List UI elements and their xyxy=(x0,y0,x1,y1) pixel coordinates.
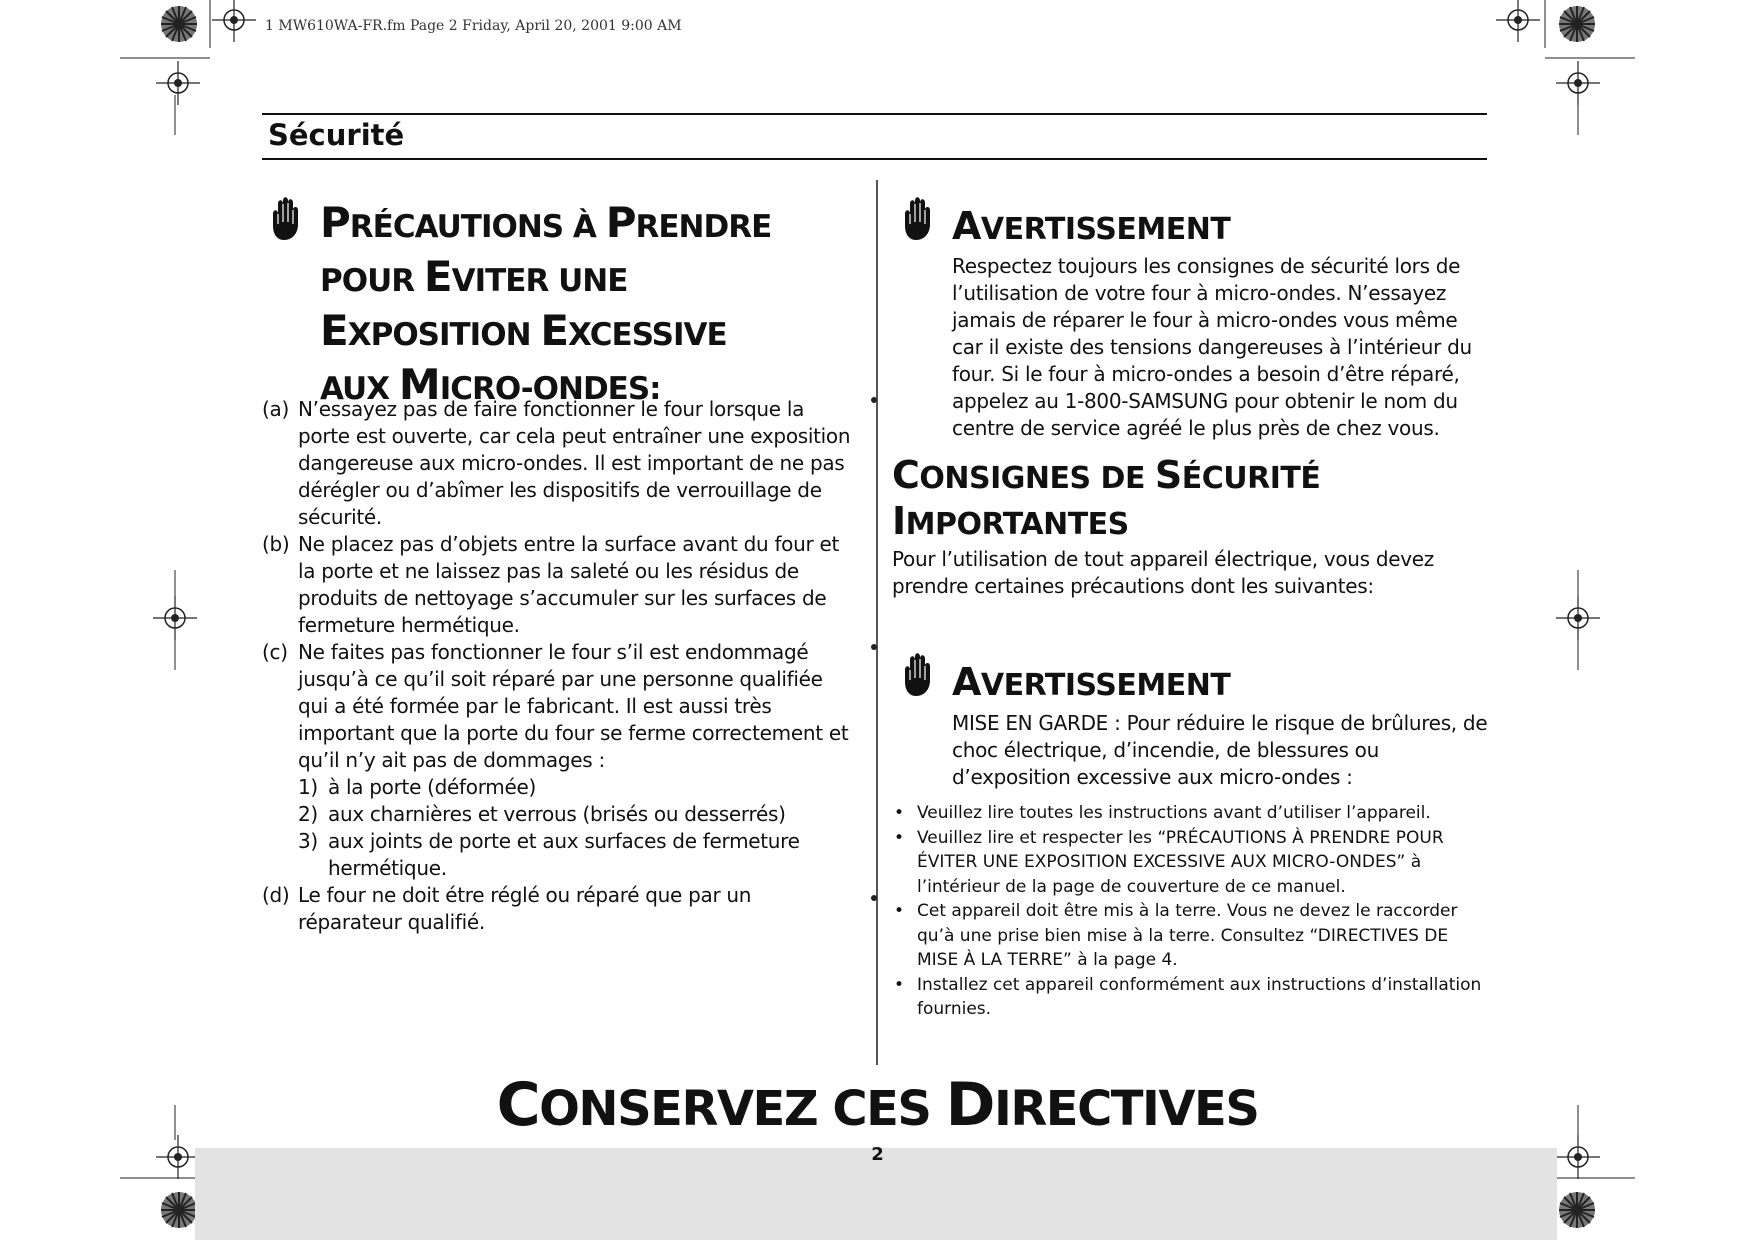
list-item: • Veuillez lire toutes les instructions avant d’utiliser l’appareil. xyxy=(894,803,1431,823)
list-item: (b) Ne placez pas d’objets entre la surface avant du four et la porte et ne laissez pas la saleté ou les résidus de produits de nettoyage s’accumuler sur les surfaces de fermeture hermétique. xyxy=(262,532,840,637)
sub-list-item: 3) aux joints de porte et aux surfaces de fermeture hermétique. xyxy=(298,829,800,880)
list-item: (c) Ne faites pas fonctionner le four s’il est endommagé jusqu’à ce qu’il soit réparé par une personne qualifiée qui a été formée par le fabricant. Il est aussi très important que la porte du four se ferme correctement et qu’il n’y ait pas de dommages : 1) à la porte (déformée) 2) aux charnières et verrous (brisés ou desserrés) 3) aux joints de porte et aux surfaces de fermeture hermétique. xyxy=(262,639,857,882)
page-number: 2 xyxy=(871,1144,884,1165)
warning-text: Respectez toujours les consignes de sécurité lors de l’utilisation de votre four à micro-ondes. N’essayez jamais de réparer le four à micro-ondes vous même car il existe des tensions dangereuses à l’intérieur du four. Si le four à micro-ondes a besoin d’être réparé, appelez au 1-800-SAMSUNG pour obtenir le nom du centre de service agréé le plus près de chez vous. xyxy=(952,254,1472,440)
section-title: Sécurité xyxy=(268,118,405,152)
safety-bullets xyxy=(892,801,1492,1022)
sub-list-item: 2) aux charnières et verrous (brisés ou desserrés) xyxy=(298,802,786,826)
warning-heading: AVERTISSEMENT xyxy=(952,204,1231,248)
important-safety-instructions-heading: CONSIGNES DE SÉCURITÉ IMPORTANTES xyxy=(892,453,1321,543)
raised-hand-icon xyxy=(268,196,304,242)
file-meta: 1 MW610WA-FR.fm Page 2 Friday, April 20, 2001 9:00 AM xyxy=(265,18,682,34)
divider-dot xyxy=(871,895,877,901)
raised-hand-icon xyxy=(900,652,936,698)
list-item: (a) N’essayez pas de faire fonctionner le four lorsque la porte est ouverte, car cela peut entraîner une exposition dangereuse aux micro-ondes. Il est important de ne pas dérégler ou d’abîmer les dispositifs de verrouillage de sécurité. xyxy=(262,397,851,529)
list-item: • Veuillez lire et respecter les “PRÉCAUTIONS À PRENDRE POUR ÉVITER UNE EXPOSITION EXCESSIVE AUX MICRO-ONDES” à l’intérieur de la page de couverture de ce manuel. xyxy=(894,827,1444,897)
list-item: • Cet appareil doit être mis à la terre. Vous ne devez le raccorder qu’à une prise bien mise à la terre. Consultez “DIRECTIVES DE MISE À LA TERRE” à la page 4. xyxy=(894,901,1458,970)
sub-list-item: 1) à la porte (déformée) xyxy=(298,775,536,799)
list-item: • Installez cet appareil conformément aux instructions d’installation fournies. xyxy=(894,974,1482,1019)
warning-caution-text: MISE EN GARDE : Pour réduire le risque de brûlures, de choc électrique, d’incendie, de blessures ou d’exposition excessive aux micro-ondes : xyxy=(952,711,1488,789)
raised-hand-icon xyxy=(900,196,936,242)
save-instructions-heading: CONSERVEZ CES DIRECTIVES xyxy=(496,1070,1259,1140)
header-bottom-rule xyxy=(262,158,1487,160)
warning-heading: AVERTISSEMENT xyxy=(952,660,1231,704)
header-top-rule xyxy=(262,113,1487,115)
consignes-intro-text: Pour l’utilisation de tout appareil électrique, vous devez prendre certaines précautions dont les suivantes: xyxy=(892,547,1434,598)
divider-dot xyxy=(871,644,877,650)
exposure-precautions-heading: PRÉCAUTIONS À PRENDRE POUR EVITER UNE EXPOSITION EXCESSIVE AUX MICRO-ONDES: xyxy=(320,198,772,409)
list-item: (d) Le four ne doit étre réglé ou réparé que par un réparateur qualifié. xyxy=(262,883,752,934)
precautions-list xyxy=(262,396,857,936)
